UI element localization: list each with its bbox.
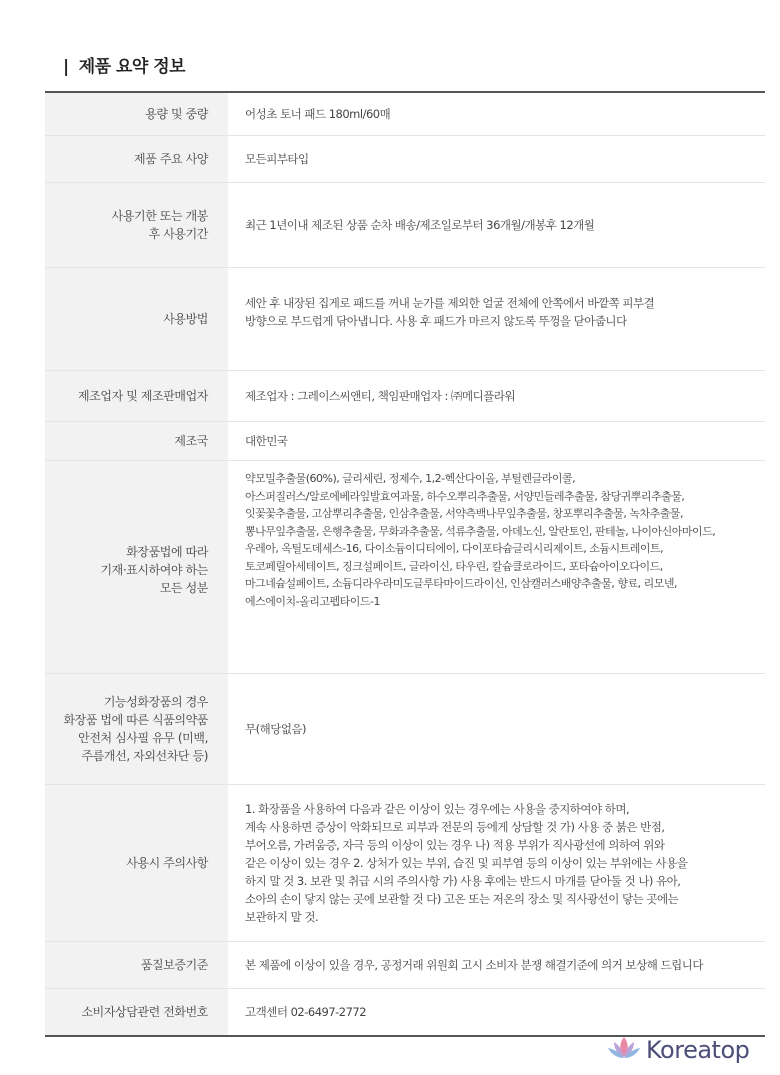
table-row-precautions — [45, 785, 765, 942]
row-label: 화장품법에 따라 기재·표시하여야 하는 모든 성분 — [45, 461, 228, 673]
row-value: 무(해당없음) — [245, 722, 307, 736]
row-label: 제조업자 및 제조판매업자 — [45, 371, 228, 421]
row-label: 제품 주요 사양 — [45, 136, 228, 182]
row-value: 최근 1년이내 제조된 상품 순차 배송/제조일로부터 36개월/개봉후 12개월 — [245, 218, 595, 232]
row-value: 세안 후 내장된 집게로 패드를 꺼내 눈가를 제외한 얼굴 전체에 안쪽에서 바깥쪽 피부결 방향으로 부드럽게 닦아냅니다. 사용 후 패드가 마르지 않도록 뚜껑을 닫아줍니다 — [245, 296, 655, 328]
row-label: 품질보증기준 — [45, 942, 228, 988]
row-label: 소비자상담관련 전화번호 — [45, 989, 228, 1035]
row-label: 기능성화장품의 경우 화장품 법에 따른 식품의약품 안전처 심사필 유무 (미백, 주름개선, 자외선차단 등) — [45, 674, 228, 784]
lotus-icon — [606, 1034, 642, 1066]
logo-text: Koreatop — [646, 1036, 750, 1064]
row-label: 사용시 주의사항 — [45, 785, 228, 941]
table-row-manufacturer — [45, 371, 765, 422]
row-label: 사용방법 — [45, 268, 228, 370]
row-value: 약모밀추출물(60%), 글리세린, 정제수, 1,2-헥산다이올, 부틸렌글라이콜, 아스퍼질러스/알로에베라잎발효여과물, 하수오뿌리추출물, 서양민들레추출물, 참당귀뿌리추출물, 잇꽃꽃추출물, 고삼뿌리추출물, 인삼추출물, 서약측백나무잎추출물, 창포뿌리추출물, 녹차추출물, 뽕나무잎추출물, 은행추출물, 무화과추출물, 석류추출물, 아데노신, 알란토인, 판테놀, 나이아신아마이드, 우레아, 옥틸도데세스-16, 다이소듐이디티에이, 다이포타슘글리시리제이트, 소듐시트레이트, 토코페릴아세테이트, 징크설페이트, 글라이신, 타우린, 칼슘클로라이드, 포타슘아이오다이드, 마그네슘설페이트, 소듐디라우라미도글루타마이드라이신, 인삼캘러스배양추출물, 향료, 리모넨, 에스에이치-올리고펩타이드-1 — [245, 472, 716, 608]
table-row-functional — [45, 674, 765, 785]
table-row-country — [45, 422, 765, 461]
table-row-ingredients — [45, 461, 765, 674]
table-row-spec — [45, 136, 765, 183]
row-value: 1. 화장품을 사용하여 다음과 같은 이상이 있는 경우에는 사용을 중지하여야 하며, 계속 사용하면 증상이 악화되므로 피부과 전문의 등에게 상담할 것 가) 사용 중 붉은 반점, 부어오름, 가려움증, 자극 등의 이상이 있는 경우 나) 적용 부위가 직사광선에 의하여 위와 같은 이상이 있는 경우 2. 상처가 있는 부위, 습진 및 피부염 등의 이상이 있는 부위에는 사용을 하지 말 것 3. 보관 및 취급 시의 주의사항 가) 사용 후에는 반드시 마개를 닫아둘 것 나) 유아, 소아의 손이 닿지 않는 곳에 보관할 것 다) 고온 또는 저온의 장소 및 직사광선이 닿는 곳에는 보관하지 말 것. — [245, 802, 688, 924]
row-value: 고객센터 02-6497-2772 — [245, 1005, 367, 1019]
section-heading — [63, 52, 185, 77]
table-row-phone — [45, 989, 765, 1035]
heading-title: 제품 요약 정보 — [78, 57, 186, 77]
row-label: 사용기한 또는 개봉 후 사용기간 — [45, 183, 228, 267]
table-row-quality — [45, 942, 765, 989]
row-label: 용량 및 중량 — [45, 93, 228, 135]
row-value: 어성초 토너 패드 180ml/60매 — [245, 107, 391, 121]
table-row-usage — [45, 268, 765, 371]
table-row-volume — [45, 93, 765, 136]
row-value: 모든피부타입 — [245, 152, 309, 166]
heading-bar: | — [63, 57, 69, 77]
row-value: 대한민국 — [245, 434, 288, 448]
row-value: 제조업자 : 그레이스씨앤티, 책임판매업자 : ㈜메디플라워 — [245, 389, 516, 403]
table-row-expiry — [45, 183, 765, 268]
koreatop-logo — [606, 1033, 771, 1067]
row-label: 제조국 — [45, 422, 228, 460]
product-summary-table — [45, 91, 765, 1037]
row-value: 본 제품에 이상이 있을 경우, 공정거래 위원회 고시 소비자 분쟁 해결기준에 의거 보상해 드립니다 — [245, 958, 703, 972]
